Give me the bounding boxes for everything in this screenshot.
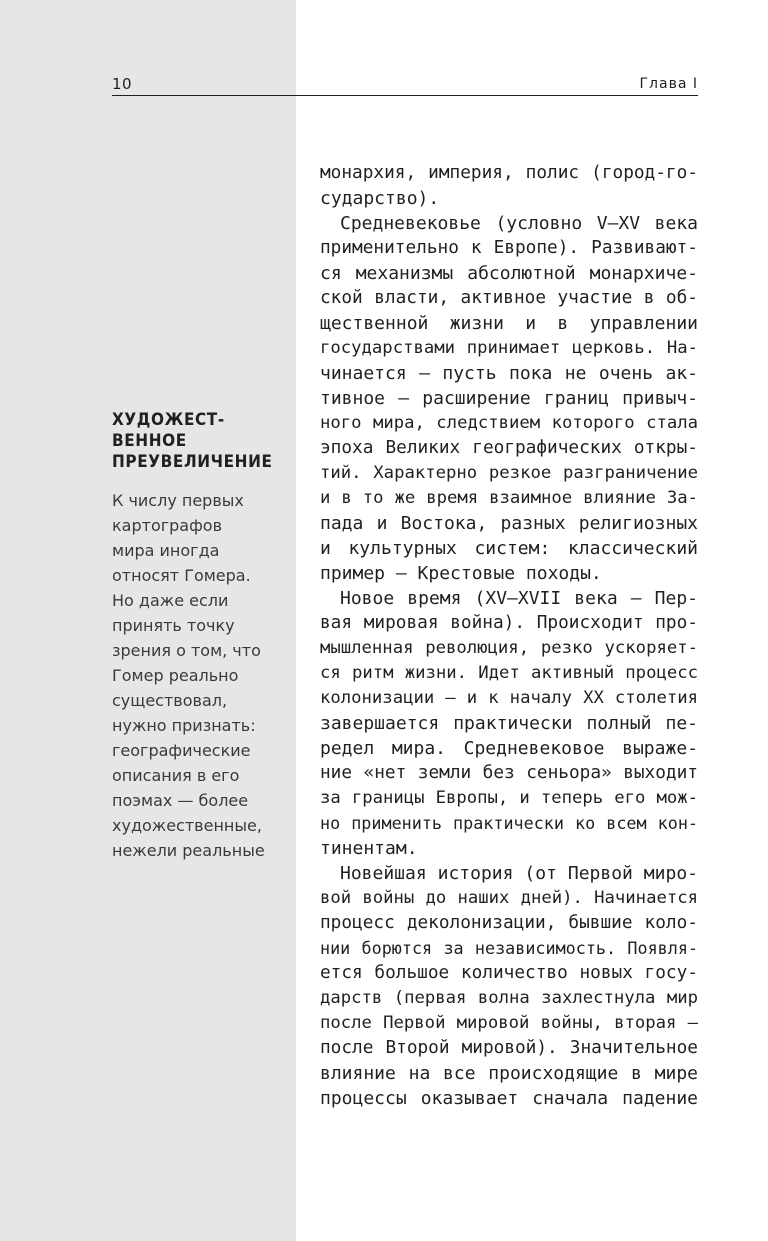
text-line: ного мира, следствием которого стала — [320, 413, 698, 433]
page-number: 10 — [112, 75, 133, 93]
text-line: Средневековье (условно V–XV века — [340, 213, 698, 234]
text-line: применительно к Европе). Развивают- — [320, 238, 698, 258]
text-line: нии борются за независимость. Появля- — [320, 938, 698, 958]
text-line: щественной жизни и в управлении — [320, 313, 698, 334]
text-line: эпоха Великих географических откры- — [320, 438, 698, 458]
text-line: вая мировая война). Происходит про- — [320, 613, 698, 633]
text-line: после Второй мировой). Значительное — [320, 1038, 698, 1058]
text-line: дарств (первая волна захлестнула мир — [320, 988, 698, 1008]
header-rule — [112, 95, 698, 96]
text-line: монархия, империя, полис (город-го- — [320, 163, 698, 183]
text-line: тий. Характерно резкое разграничение — [320, 463, 698, 483]
text-line: тинентам. — [320, 838, 418, 859]
sidenote — [112, 410, 282, 863]
text-line: и культурных систем: классический — [320, 538, 698, 559]
sidenote-text: К числу первых картографов мира иногда относят Гомера. Но даже если принять точку зрения о том, что Гомер реально существовал, нужно признать: географические описания в его поэмах — более художественные, нежели реальные — [112, 491, 265, 860]
text-line: тивное — расширение границ привыч- — [320, 388, 698, 409]
text-line: редел мира. Средневековое выраже- — [320, 738, 698, 759]
text-line: колонизации — и к началу XX столетия — [320, 688, 698, 708]
text-line: ся ритм жизни. Идет активный процесс — [320, 663, 698, 683]
page-header — [112, 74, 698, 96]
text-line: завершается практически полный пе- — [320, 713, 698, 734]
text-line: ся механизмы абсолютной монархиче- — [320, 263, 698, 284]
main-text — [320, 161, 698, 1111]
text-line: сударство). — [320, 188, 440, 209]
text-line: но применить практически ко всем кон- — [320, 813, 698, 833]
chapter-running-head: Глава I — [639, 76, 698, 92]
text-line: мышленная революция, резко ускоряет- — [320, 638, 698, 658]
text-line: влияние на все происходящие в мире — [320, 1063, 698, 1084]
text-line: ской власти, активное участие в об- — [320, 288, 698, 308]
text-line: после Первой мировой войны, вторая — — [320, 1013, 698, 1033]
text-line: чинается — пусть пока не очень ак- — [320, 363, 698, 384]
text-line: пада и Востока, разных религиозных — [320, 513, 698, 534]
sidenote-title: ХУДОЖЕСТ- ВЕННОЕ ПРЕУВЕЛИЧЕНИЕ — [112, 410, 273, 472]
text-line: за границы Европы, и теперь его мож- — [320, 788, 698, 808]
text-line: Новейшая история (от Первой миро- — [340, 863, 698, 884]
text-line: и в то же время взаимное влияние За- — [320, 488, 698, 508]
text-line: процесс деколонизации, бывшие коло- — [320, 913, 698, 933]
text-line: Новое время (XV–XVII века — Пер- — [340, 588, 698, 609]
text-line: ние «нет земли без сеньора» выходит — [320, 763, 698, 783]
text-line: государствами принимает церковь. На- — [320, 338, 698, 358]
text-line: процессы оказывает сначала падение — [320, 1088, 698, 1109]
text-line: вой войны до наших дней). Начинается — [320, 888, 698, 908]
text-line: ется большое количество новых госу- — [320, 963, 698, 983]
text-line: пример — Крестовые походы. — [320, 563, 602, 584]
